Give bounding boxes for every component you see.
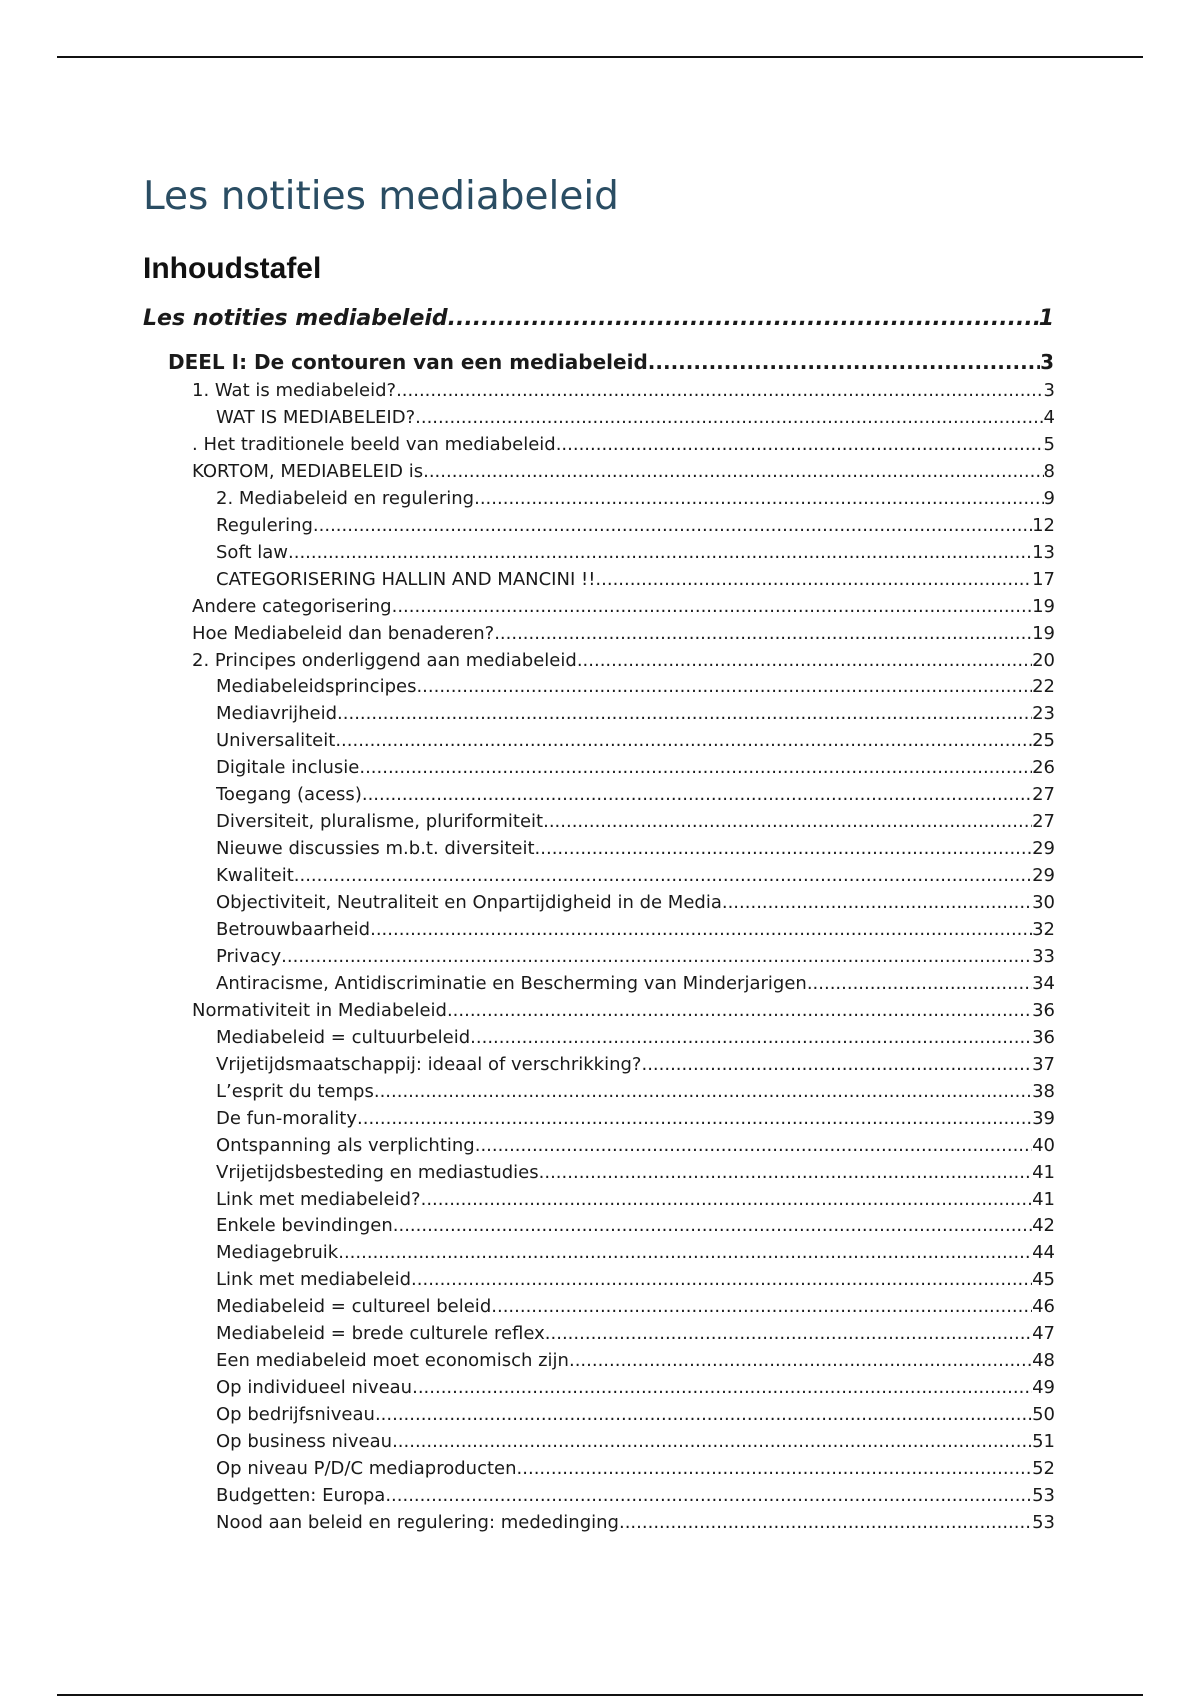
toc-entry[interactable] xyxy=(216,1296,1055,1317)
toc-entry-title: Universaliteit xyxy=(216,730,336,752)
toc-entry-page: 44 xyxy=(1032,1242,1055,1264)
toc-entry-page: 41 xyxy=(1032,1161,1055,1183)
toc-entry-leader xyxy=(385,1485,1032,1506)
toc-entry-page: 38 xyxy=(1032,1080,1055,1102)
toc-entry-page: 20 xyxy=(1032,649,1055,671)
toc-entry-leader xyxy=(448,306,1039,331)
toc-entry[interactable] xyxy=(216,757,1055,778)
toc-entry[interactable] xyxy=(216,1485,1055,1506)
toc-entry-leader xyxy=(619,1512,1032,1533)
toc-entry-leader xyxy=(370,919,1032,940)
toc-entry-page: 51 xyxy=(1032,1431,1055,1453)
toc-entry-leader xyxy=(392,596,1032,617)
toc-entry[interactable] xyxy=(216,488,1055,509)
toc-entry-page: 45 xyxy=(1032,1269,1055,1291)
toc-entry-page: 32 xyxy=(1032,919,1055,940)
toc-entry-title: 2. Principes onderliggend aan mediabeleid xyxy=(192,649,577,671)
toc-entry-title: Objectiviteit, Neutraliteit en Onpartijdigheid in de Media xyxy=(216,892,722,914)
toc-entry-page: 50 xyxy=(1032,1404,1055,1426)
toc-entry[interactable] xyxy=(216,919,1055,940)
toc-entry-page: 27 xyxy=(1032,784,1055,806)
toc-entry[interactable] xyxy=(216,1512,1055,1533)
toc-entry[interactable] xyxy=(216,1135,1055,1156)
toc-entry-page: 37 xyxy=(1032,1053,1055,1075)
toc-entry-title: WAT IS MEDIABELEID? xyxy=(216,406,416,428)
toc-entry-title: Privacy xyxy=(216,945,282,967)
toc-entry-page: 30 xyxy=(1032,892,1055,914)
toc-entry-leader xyxy=(294,865,1032,886)
toc-entry-page: 19 xyxy=(1032,595,1055,617)
toc-entry-page: 1 xyxy=(1038,306,1054,331)
toc-entry-title: Regulering xyxy=(216,514,313,536)
toc-entry[interactable] xyxy=(216,1162,1055,1183)
toc-entry[interactable] xyxy=(216,892,1055,913)
toc-entry-page: 12 xyxy=(1032,514,1055,536)
toc-entry-leader xyxy=(338,1242,1032,1263)
toc-entry-title: Diversiteit, pluralisme, pluriformiteit xyxy=(216,811,544,833)
toc-entry-title: 1. Wat is mediabeleid? xyxy=(192,380,397,401)
toc-entry[interactable] xyxy=(216,1404,1055,1425)
toc-entry-page: 26 xyxy=(1032,757,1055,779)
toc-entry-title: CATEGORISERING HALLIN AND MANCINI !! xyxy=(216,568,596,590)
toc-entry-page: 46 xyxy=(1032,1296,1055,1318)
toc-entry-title: De fun-morality xyxy=(216,1107,357,1129)
document-title: Les notities mediabeleid xyxy=(143,174,619,219)
toc-entry-title: Op business niveau xyxy=(216,1431,393,1453)
toc-entry-page: 17 xyxy=(1032,568,1055,590)
toc-entry-page: 19 xyxy=(1032,622,1055,644)
toc-entry-leader xyxy=(375,1404,1032,1425)
toc-entry-leader xyxy=(556,434,1044,455)
toc-entry-title: Enkele bevindingen xyxy=(216,1215,393,1237)
toc-entry-page: 36 xyxy=(1032,999,1055,1021)
toc-entry[interactable] xyxy=(192,623,1055,644)
toc-entry-title: Mediabeleid = brede culturele reflex xyxy=(216,1323,545,1345)
toc-entry-title: Vrijetijdsmaatschappij: ideaal of verschrikking? xyxy=(216,1053,642,1075)
toc-entry-leader xyxy=(641,1054,1032,1075)
toc-entry-title: 2. Mediabeleid en regulering xyxy=(216,487,475,509)
toc-entry-title: . Het traditionele beeld van mediabeleid xyxy=(192,433,556,455)
toc-entry-leader xyxy=(491,1296,1032,1317)
toc-entry-leader xyxy=(393,1215,1032,1236)
toc-entry[interactable] xyxy=(216,1108,1055,1129)
toc-entry-page: 23 xyxy=(1032,703,1055,725)
toc-entry-leader xyxy=(415,407,1043,428)
toc-entry-leader xyxy=(362,784,1032,805)
toc-entry-title: Mediagebruik xyxy=(216,1242,339,1264)
toc-entry-leader xyxy=(543,811,1032,832)
toc-entry-page: 52 xyxy=(1032,1458,1055,1479)
toc-entry[interactable] xyxy=(216,703,1055,724)
toc-entry[interactable] xyxy=(216,1054,1055,1075)
toc-entry[interactable] xyxy=(216,1377,1055,1398)
toc-entry[interactable] xyxy=(216,838,1055,859)
toc-entry-leader xyxy=(396,380,1043,401)
toc-entry[interactable] xyxy=(216,1458,1055,1479)
toc-entry-page: 22 xyxy=(1032,676,1055,698)
toc-entry-title: Mediabeleidsprincipes xyxy=(216,676,417,698)
toc-entry-title: Mediavrijheid xyxy=(216,703,338,725)
toc-entry-title: Link met mediabeleid? xyxy=(216,1188,421,1210)
toc-entry-page: 29 xyxy=(1032,865,1055,887)
toc-entry-title: Digitale inclusie xyxy=(216,757,360,779)
toc-entry-title: DEEL I: De contouren van een mediabeleid xyxy=(168,350,648,374)
toc-entry-title: Les notities mediabeleid xyxy=(143,306,448,331)
toc-entry[interactable] xyxy=(216,407,1055,428)
toc-entry-title: Nieuwe discussies m.b.t. diversiteit xyxy=(216,838,535,860)
toc-entry[interactable] xyxy=(192,461,1055,482)
toc-entry[interactable] xyxy=(192,380,1055,401)
toc-entry-leader xyxy=(595,569,1032,590)
toc-entry-page: 3 xyxy=(1040,350,1054,374)
toc-entry[interactable] xyxy=(216,569,1055,590)
toc-entry[interactable] xyxy=(192,650,1055,671)
toc-entry-title: Budgetten: Europa xyxy=(216,1484,386,1506)
toc-entry-page: 48 xyxy=(1032,1350,1055,1372)
toc-entry-leader xyxy=(337,703,1032,724)
toc-entry-leader xyxy=(335,730,1032,751)
toc-entry-title: Op bedrijfsniveau xyxy=(216,1404,375,1426)
toc-entry[interactable] xyxy=(216,1431,1055,1452)
toc-entry-title: Mediabeleid = cultureel beleid xyxy=(216,1296,492,1318)
toc-entry-leader xyxy=(475,1135,1032,1156)
toc-entry[interactable] xyxy=(216,811,1055,832)
toc-entry-page: 33 xyxy=(1032,945,1055,967)
toc-entry-leader xyxy=(392,1431,1032,1452)
toc-entry[interactable] xyxy=(216,1189,1055,1210)
toc-entry-page: 47 xyxy=(1032,1323,1055,1345)
toc-entry[interactable] xyxy=(216,1350,1055,1371)
toc-entry[interactable] xyxy=(216,730,1055,751)
toc-entry[interactable] xyxy=(216,542,1055,563)
toc-entry-page: 49 xyxy=(1032,1377,1055,1399)
toc-entry-page: 36 xyxy=(1032,1026,1055,1048)
toc-entry-leader xyxy=(722,892,1032,913)
toc-entry-leader xyxy=(545,1323,1032,1344)
toc-entry-title: Ontspanning als verplichting xyxy=(216,1134,475,1156)
toc-entry[interactable] xyxy=(216,515,1055,536)
toc-entry[interactable] xyxy=(216,946,1055,967)
toc-entry[interactable] xyxy=(216,973,1055,994)
toc-entry-title: Een mediabeleid moet economisch zijn xyxy=(216,1350,569,1372)
toc-entry-title: Vrijetijdsbesteding en mediastudies xyxy=(216,1161,539,1183)
toc-entry[interactable] xyxy=(192,434,1055,455)
toc-entry[interactable] xyxy=(192,1000,1055,1021)
toc-entry-page: 42 xyxy=(1032,1215,1055,1237)
toc-entry-page: 4 xyxy=(1043,406,1055,428)
toc-entry-leader xyxy=(313,515,1032,536)
toc-entry-page: 13 xyxy=(1032,541,1055,563)
toc-entry[interactable] xyxy=(216,1242,1055,1263)
toc-entry-title: Andere categorisering xyxy=(192,595,392,617)
toc-entry[interactable] xyxy=(216,1269,1055,1290)
toc-entry-page: 53 xyxy=(1032,1511,1055,1533)
toc-heading: Inhoudstafel xyxy=(143,252,322,285)
toc-entry[interactable] xyxy=(216,1027,1055,1048)
toc-entry-title: Mediabeleid = cultuurbeleid xyxy=(216,1026,471,1048)
toc-entry-leader xyxy=(447,1000,1032,1021)
toc-entry-title: KORTOM, MEDIABELEID is xyxy=(192,460,424,482)
toc-entry-page: 40 xyxy=(1032,1134,1055,1156)
toc-entry-title: Kwaliteit xyxy=(216,865,294,887)
toc-entry-leader xyxy=(470,1027,1032,1048)
toc-entry[interactable] xyxy=(216,676,1055,697)
toc-entry-leader xyxy=(412,1377,1032,1398)
toc-entry[interactable] xyxy=(192,596,1055,617)
toc-entry-page: 53 xyxy=(1032,1484,1055,1506)
toc-entry-leader xyxy=(423,461,1043,482)
toc-entry-leader xyxy=(569,1350,1032,1371)
toc-entry-title: Op niveau P/D/C mediaproducten xyxy=(216,1458,517,1479)
toc-entry-leader xyxy=(416,676,1032,697)
toc-entry-page: 39 xyxy=(1032,1107,1055,1129)
toc-entry[interactable] xyxy=(216,1215,1055,1236)
toc-entry-title: Betrouwbaarheid xyxy=(216,919,371,940)
toc-entry-leader xyxy=(357,1108,1032,1129)
toc-entry-title: Nood aan beleid en regulering: mededinging xyxy=(216,1511,619,1533)
footer-rule xyxy=(57,1694,1143,1696)
toc-entry-leader xyxy=(517,1458,1033,1479)
toc-entry-leader xyxy=(374,1081,1032,1102)
toc-entry-leader xyxy=(359,757,1032,778)
toc-entry-page: 29 xyxy=(1032,838,1055,860)
toc-entry-page: 27 xyxy=(1032,811,1055,833)
toc-entry[interactable] xyxy=(216,1323,1055,1344)
toc-entry-page: 25 xyxy=(1032,730,1055,752)
toc-entry[interactable] xyxy=(216,1081,1055,1102)
toc-entry-page: 9 xyxy=(1043,487,1055,509)
toc-entry-title: L’esprit du temps xyxy=(216,1080,374,1102)
toc-entry-title: Link met mediabeleid xyxy=(216,1269,412,1291)
toc-entry-title: Hoe Mediabeleid dan benaderen? xyxy=(192,622,495,644)
toc-entry-title: Op individueel niveau xyxy=(216,1377,413,1399)
toc-entry[interactable] xyxy=(216,784,1055,805)
toc-entry-leader xyxy=(648,350,1040,374)
toc-entry-page: 5 xyxy=(1043,433,1055,455)
toc-entry-leader xyxy=(281,946,1032,967)
toc-entry-leader xyxy=(288,542,1032,563)
toc-entry-page: 34 xyxy=(1032,972,1055,994)
toc-entry[interactable] xyxy=(216,865,1055,886)
toc-entry[interactable] xyxy=(168,350,1054,374)
toc-entry-title: Soft law xyxy=(216,541,288,563)
toc-entry-title: Toegang (acess) xyxy=(216,784,362,806)
toc-entry-leader xyxy=(577,650,1032,671)
toc-entry-title: Antiracisme, Antidiscriminatie en Bescherming van Minderjarigen xyxy=(216,972,807,994)
toc-entry-leader xyxy=(494,623,1032,644)
toc-entry-page: 8 xyxy=(1043,460,1055,482)
toc-entry-leader xyxy=(421,1189,1033,1210)
toc-entry-title: Normativiteit in Mediabeleid xyxy=(192,999,447,1021)
toc-entry-leader xyxy=(411,1269,1032,1290)
toc-entry-leader xyxy=(539,1162,1032,1183)
toc-entry-page: 3 xyxy=(1043,380,1055,401)
toc-entry-leader xyxy=(535,838,1033,859)
toc-entry[interactable] xyxy=(143,306,1054,331)
toc-entry-leader xyxy=(474,488,1043,509)
toc-entry-page: 41 xyxy=(1032,1188,1055,1210)
toc-entry-leader xyxy=(807,973,1032,994)
